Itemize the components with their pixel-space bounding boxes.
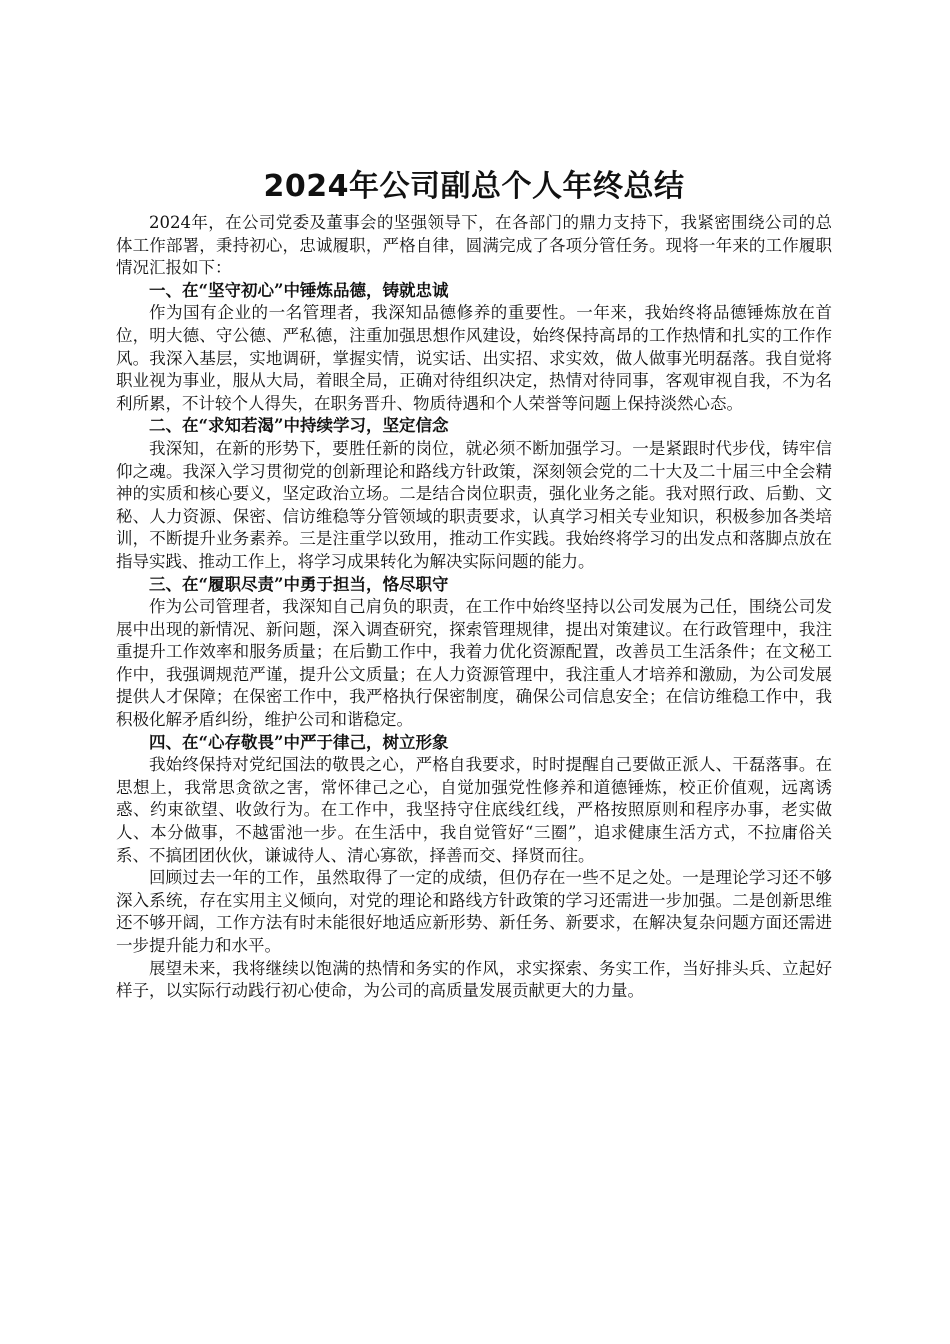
document-title: 2024年公司副总个人年终总结 <box>263 169 685 204</box>
section-heading-3: 三、在“履职尽责”中勇于担当，恪尽职守 <box>149 574 449 594</box>
section-body-2: 我深知，在新的形势下，要胜任新的岗位，就必须不断加强学习。一是紧跟时代步伐，铸牢信仰之魂。我深入学习贯彻党的创新理论和路线方针政策，深刻领会党的二十大及二十届三中全会精神的实质和核心要义，坚定政治立场。二是结合岗位职责，强化业务之能。我对照行政、后勤、文秘、人力资源、保密、信访维稳等分管领域的职责要求，认真学习相关专业知识，积极参加各类培训，不断提升业务素养。三是注重学以致用，推动工作实践。我始终将学习的出发点和落脚点放在指导实践、推动工作上，将学习成果转化为解决实际问题的能力。 <box>116 438 832 571</box>
section-heading-4: 四、在“心存敬畏”中严于律己，树立形象 <box>149 732 449 752</box>
section-heading-1: 一、在“坚守初心”中锤炼品德，铸就忠诚 <box>149 280 449 300</box>
section-body-1: 作为国有企业的一名管理者，我深知品德修养的重要性。一年来，我始终将品德锤炼放在首位，明大德、守公德、严私德，注重加强思想作风建设，始终保持高昂的工作热情和扎实的工作作风。我深入基层，实地调研，掌握实情，说实话、出实招、求实效，做人做事光明磊落。我自觉将职业视为事业，服从大局，着眼全局，正确对待组织决定，热情对待同事，客观审视自我，不为名利所累，不计较个人得失，在职务晋升、物质待遇和个人荣誉等问题上保持淡然心态。 <box>116 303 832 413</box>
section-body-4: 我始终保持对党纪国法的敬畏之心，严格自我要求，时时提醒自己要做正派人、干磊落事。在思想上，我常思贪欲之害，常怀律己之心，自觉加强党性修养和道德锤炼，校正价值观，远离诱惑、约束欲望、收敛行为。在工作中，我坚持守住底线红线，严格按照原则和程序办事，老实做人、本分做事，不越雷池一步。在生活中，我自觉管好“三圈”，追求健康生活方式，不拉庸俗关系、不搞团团伙伙，谦诚待人、清心寡欲，择善而交、择贤而往。 <box>116 755 832 865</box>
document-page <box>116 168 832 1003</box>
review-paragraph: 回顾过去一年的工作，虽然取得了一定的成绩，但仍存在一些不足之处。一是理论学习还不够深入系统，存在实用主义倾向，对党的理论和路线方针政策的学习还需进一步加强。二是创新思维还不够开阔，工作方法有时未能很好地适应新形势、新任务、新要求，在解决复杂问题方面还需进一步提升能力和水平。 <box>116 868 832 955</box>
outlook-paragraph: 展望未来，我将继续以饱满的热情和务实的作风，求实探索、务实工作，当好排头兵、立起好样子，以实际行动践行初心使命，为公司的高质量发展贡献更大的力量。 <box>116 958 832 1001</box>
intro-paragraph: 2024年，在公司党委及董事会的坚强领导下，在各部门的鼎力支持下，我紧密围绕公司的总体工作部署，秉持初心，忠诚履职，严格自律，圆满完成了各项分管任务。现将一年来的工作履职情况汇报如下： <box>116 213 832 278</box>
section-heading-2: 二、在“求知若渴”中持续学习，坚定信念 <box>149 416 449 436</box>
section-body-3: 作为公司管理者，我深知自己肩负的职责，在工作中始终坚持以公司发展为己任，围绕公司发展中出现的新情况、新问题，深入调查研究，探索管理规律，提出对策建议。在行政管理中，我注重提升工作效率和服务质量；在后勤工作中，我着力优化资源配置，改善员工生活条件；在文秘工作中，我强调规范严谨，提升公文质量；在人力资源管理中，我注重人才培养和激励，为公司发展提供人才保障；在保密工作中，我严格执行保密制度，确保公司信息安全；在信访维稳工作中，我积极化解矛盾纠纷，维护公司和谐稳定。 <box>116 597 832 730</box>
